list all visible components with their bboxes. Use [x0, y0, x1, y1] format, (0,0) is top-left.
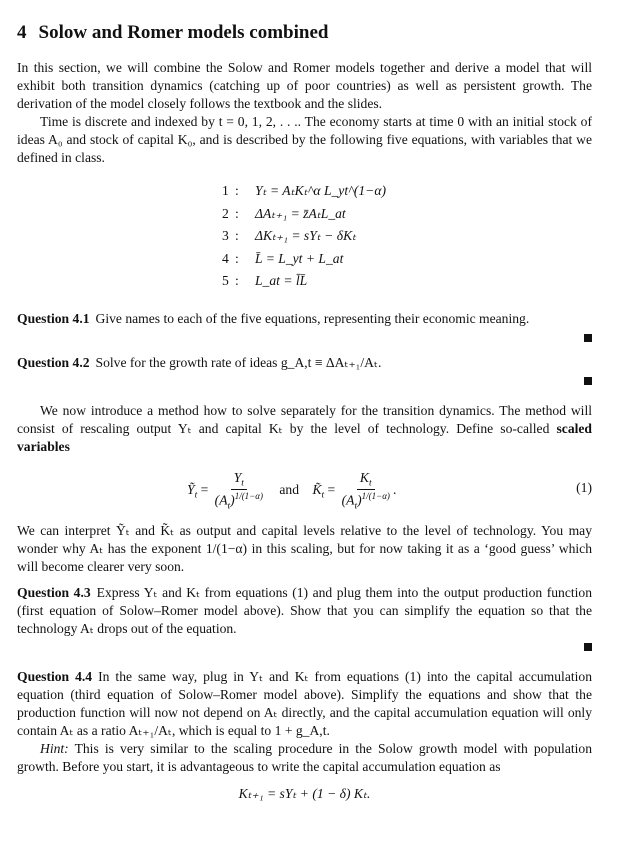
question-4-3 [17, 584, 592, 638]
qed-row [17, 638, 592, 652]
page [17, 22, 592, 802]
intro-paragraph-2: Time is discrete and indexed by t = 0, 1, 2, . . .. The economy starts at time 0 with an initial stock of ideas A₀ and stock of capital K₀, and is described by the following five equations, with variables that we defined in class. [17, 114, 592, 165]
end-of-question-mark [584, 377, 592, 385]
question-text: Give names to each of the five equations, representing their economic meaning. [95, 310, 530, 326]
equation-ideas: ΔAₜ₊₁ = z̄AₜL_at [255, 205, 346, 221]
hint-label: Hint: [40, 740, 69, 756]
question-label: Question 4.1 [17, 310, 90, 326]
end-of-question-mark [584, 643, 592, 651]
scaled-intro-text: We now introduce a method how to solve separately for the transition dynamics. The method will consist of rescaling output Yₜ and capital Kₜ by the level of technology. Define so-called [17, 402, 592, 436]
equation-row [222, 248, 592, 271]
equation-capital: ΔKₜ₊₁ = sYₜ − δKₜ [255, 228, 357, 243]
equation-number-1: (1) [576, 479, 592, 495]
equation-number: 5 [222, 273, 229, 288]
equation-separator: : [235, 228, 239, 243]
question-label: Question 4.4 [17, 668, 93, 684]
equation-separator: : [235, 250, 239, 266]
equation-number: 1 [222, 183, 229, 198]
question-text: Solve for the growth rate of ideas g_A,t ≡ ΔAₜ₊₁/Aₜ. [95, 354, 382, 370]
equation-research-share: L_at = l̄L̄ [255, 273, 308, 288]
y-tilde-fraction: $\frac{Y_t}{(A_t)^{1/(1-\alpha)}}$ [214, 469, 263, 512]
scaled-intro-paragraph [17, 402, 592, 456]
capital-accumulation-equation: Kₜ₊₁ = sYₜ + (1 − δ) Kₜ. [238, 785, 371, 801]
k-tilde-symbol: $K̃_t$ [312, 481, 325, 501]
equation-separator: : [235, 205, 239, 221]
scaled-variables-term: scaled variables [17, 420, 592, 454]
equation-production: Yₜ = AₜKₜ^α L_yt^(1−α) [255, 183, 387, 198]
hint-text: This is very similar to the scaling procedure in the Solow growth model with population growth. Before you start, it is advantageous to write the capital accumulation equation as [17, 740, 593, 774]
equation-number: 4 [222, 250, 229, 266]
question-text: Express Yₜ and Kₜ from equations (1) and plug them into the output production function (first equation of Solow–Romer model above). Show that you can simplify the equation so that the technology Aₜ drops out of the equation. [17, 584, 592, 636]
equation-row [222, 225, 592, 248]
equation-labor: L̄ = L_yt + L_at [255, 250, 344, 266]
equation-number: 2 [222, 205, 229, 221]
equation-separator: : [235, 273, 239, 288]
equation-row [222, 203, 592, 226]
question-label: Question 4.3 [17, 584, 91, 600]
question-4-1 [17, 310, 592, 328]
equation-row [222, 180, 592, 203]
equation-number: 3 [222, 228, 229, 243]
equation-separator: : [235, 183, 239, 198]
section-title: Solow and Romer models combined [38, 22, 329, 43]
y-tilde-symbol: Ỹ$_t$ [187, 481, 198, 501]
section-heading [17, 22, 592, 44]
equation-row [222, 270, 592, 293]
question-4-4 [17, 668, 592, 740]
model-equations [222, 180, 592, 293]
question-label: Question 4.2 [17, 354, 90, 370]
question-text: In the same way, plug in Yₜ and Kₜ from equations (1) into the capital accumulation equation (third equation of Solow–Romer model above). Simplify the equations and show that the production function will now not depend on Aₜ directly, and the capital accumulation equation will only contain Aₜ as a ratio Aₜ₊₁/Aₜ, which is equal to 1 + g_A,t. [17, 668, 592, 738]
intro-paragraph-1: In this section, we will combine the Solow and Romer models together and derive a model that will exhibit both transition dynamics (catching up of poor countries) as well as persistent growth. The derivation of the model closely follows the textbook and the slides. [17, 60, 592, 111]
end-of-question-mark [584, 334, 592, 342]
qed-row [17, 372, 592, 386]
hint-paragraph [17, 740, 592, 776]
question-4-2 [17, 354, 592, 372]
interpretation-paragraph: We can interpret Ỹₜ and K̃ₜ as output and capital levels relative to the level of technology. You may wonder why Aₜ has the exponent 1/(1−α) in this scaling, but for now taking it as a ‘good guess’ which will become clearer very soon. [17, 522, 592, 574]
k-tilde-fraction: $\frac{K_t}{(A_t)^{1/(1-\alpha)}}$ [341, 469, 390, 512]
section-number: 4 [17, 22, 27, 43]
scaled-variables-equation: Ỹ$_t$ = $\frac{Y_t}{(A_t)^{1/(1-\alpha)}}$ and $K̃_t$ = $\frac{K_t}{(A_t)^{1/(1-\alpha)}}$ . (1) [187, 469, 592, 512]
qed-row [17, 328, 592, 342]
and-word: and [279, 481, 300, 497]
